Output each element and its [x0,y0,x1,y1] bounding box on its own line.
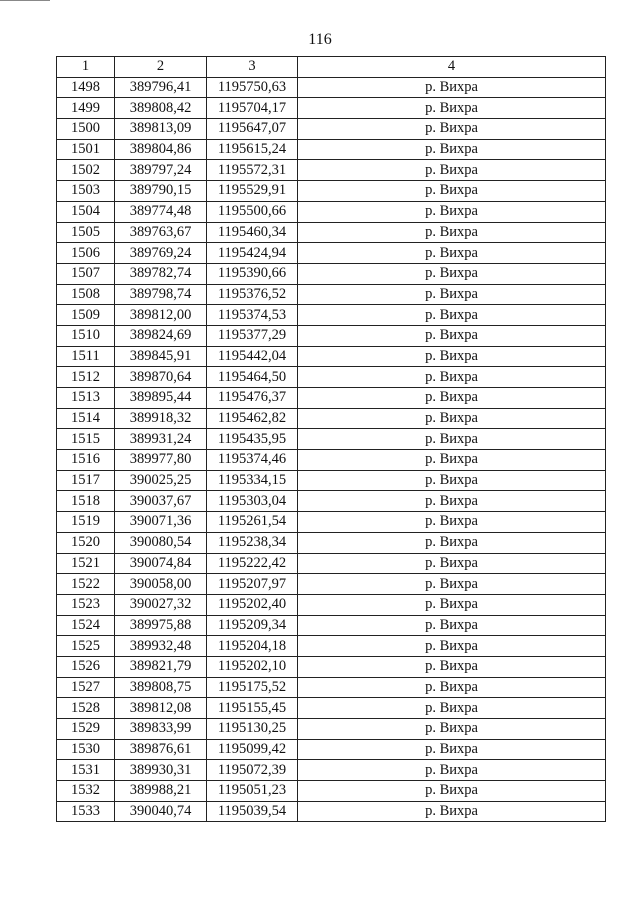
table-row [57,305,606,326]
x-coordinate-cell: 390025,25 [115,470,207,491]
column-header-3: 3 [207,57,298,78]
point-number-cell: 1532 [57,781,115,802]
point-number-cell: 1504 [57,201,115,222]
description-cell: р. Вихра [298,201,606,222]
y-coordinate-cell: 1195072,39 [207,760,298,781]
y-coordinate-cell: 1195303,04 [207,491,298,512]
column-header-2: 2 [115,57,207,78]
y-coordinate-cell: 1195500,66 [207,201,298,222]
table-row [57,532,606,553]
point-number-cell: 1502 [57,160,115,181]
description-cell: р. Вихра [298,491,606,512]
table-row [57,201,606,222]
description-cell: р. Вихра [298,470,606,491]
point-number-cell: 1527 [57,677,115,698]
description-cell: р. Вихра [298,532,606,553]
description-cell: р. Вихра [298,594,606,615]
y-coordinate-cell: 1195435,95 [207,429,298,450]
point-number-cell: 1518 [57,491,115,512]
x-coordinate-cell: 389812,08 [115,698,207,719]
x-coordinate-cell: 389774,48 [115,201,207,222]
table-body [57,77,606,822]
x-coordinate-cell: 390027,32 [115,594,207,615]
point-number-cell: 1525 [57,636,115,657]
y-coordinate-cell: 1195529,91 [207,181,298,202]
x-coordinate-cell: 389895,44 [115,388,207,409]
x-coordinate-cell: 389870,64 [115,367,207,388]
table-row [57,760,606,781]
description-cell: р. Вихра [298,263,606,284]
y-coordinate-cell: 1195476,37 [207,388,298,409]
point-number-cell: 1498 [57,77,115,98]
coordinates-table [56,56,606,822]
point-number-cell: 1514 [57,408,115,429]
x-coordinate-cell: 389808,42 [115,98,207,119]
description-cell: р. Вихра [298,77,606,98]
point-number-cell: 1501 [57,139,115,160]
x-coordinate-cell: 389975,88 [115,615,207,636]
description-cell: р. Вихра [298,408,606,429]
table-row [57,119,606,140]
y-coordinate-cell: 1195222,42 [207,553,298,574]
point-number-cell: 1520 [57,532,115,553]
description-cell: р. Вихра [298,429,606,450]
description-cell: р. Вихра [298,346,606,367]
point-number-cell: 1517 [57,470,115,491]
description-cell: р. Вихра [298,222,606,243]
table-row [57,346,606,367]
point-number-cell: 1524 [57,615,115,636]
description-cell: р. Вихра [298,160,606,181]
point-number-cell: 1509 [57,305,115,326]
y-coordinate-cell: 1195374,46 [207,450,298,471]
y-coordinate-cell: 1195261,54 [207,512,298,533]
description-cell: р. Вихра [298,512,606,533]
y-coordinate-cell: 1195374,53 [207,305,298,326]
point-number-cell: 1507 [57,263,115,284]
x-coordinate-cell: 389824,69 [115,325,207,346]
y-coordinate-cell: 1195155,45 [207,698,298,719]
table-row [57,139,606,160]
table-row [57,263,606,284]
description-cell: р. Вихра [298,760,606,781]
description-cell: р. Вихра [298,739,606,760]
x-coordinate-cell: 389931,24 [115,429,207,450]
point-number-cell: 1505 [57,222,115,243]
description-cell: р. Вихра [298,636,606,657]
x-coordinate-cell: 389845,91 [115,346,207,367]
x-coordinate-cell: 390074,84 [115,553,207,574]
x-coordinate-cell: 389796,41 [115,77,207,98]
point-number-cell: 1500 [57,119,115,140]
y-coordinate-cell: 1195204,18 [207,636,298,657]
table-row [57,77,606,98]
x-coordinate-cell: 389932,48 [115,636,207,657]
table-row [57,429,606,450]
table-row [57,160,606,181]
x-coordinate-cell: 389769,24 [115,243,207,264]
table-row [57,801,606,822]
description-cell: р. Вихра [298,801,606,822]
table-row [57,491,606,512]
y-coordinate-cell: 1195462,82 [207,408,298,429]
description-cell: р. Вихра [298,656,606,677]
table-row [57,615,606,636]
table-row [57,98,606,119]
y-coordinate-cell: 1195238,34 [207,532,298,553]
description-cell: р. Вихра [298,119,606,140]
point-number-cell: 1515 [57,429,115,450]
x-coordinate-cell: 389988,21 [115,781,207,802]
x-coordinate-cell: 389977,80 [115,450,207,471]
column-header-4: 4 [298,57,606,78]
x-coordinate-cell: 389782,74 [115,263,207,284]
y-coordinate-cell: 1195572,31 [207,160,298,181]
table-row [57,408,606,429]
table-row [57,719,606,740]
description-cell: р. Вихра [298,284,606,305]
point-number-cell: 1499 [57,98,115,119]
description-cell: р. Вихра [298,553,606,574]
y-coordinate-cell: 1195175,52 [207,677,298,698]
x-coordinate-cell: 389763,67 [115,222,207,243]
table-row [57,388,606,409]
description-cell: р. Вихра [298,781,606,802]
y-coordinate-cell: 1195460,34 [207,222,298,243]
x-coordinate-cell: 389918,32 [115,408,207,429]
table-row [57,284,606,305]
description-cell: р. Вихра [298,615,606,636]
point-number-cell: 1529 [57,719,115,740]
table-row [57,656,606,677]
x-coordinate-cell: 390071,36 [115,512,207,533]
x-coordinate-cell: 390080,54 [115,532,207,553]
x-coordinate-cell: 389790,15 [115,181,207,202]
y-coordinate-cell: 1195615,24 [207,139,298,160]
x-coordinate-cell: 389813,09 [115,119,207,140]
point-number-cell: 1519 [57,512,115,533]
description-cell: р. Вихра [298,367,606,388]
y-coordinate-cell: 1195377,29 [207,325,298,346]
point-number-cell: 1513 [57,388,115,409]
point-number-cell: 1508 [57,284,115,305]
y-coordinate-cell: 1195209,34 [207,615,298,636]
x-coordinate-cell: 390040,74 [115,801,207,822]
x-coordinate-cell: 389930,31 [115,760,207,781]
table-row [57,781,606,802]
y-coordinate-cell: 1195202,40 [207,594,298,615]
table-row [57,553,606,574]
table-row [57,739,606,760]
y-coordinate-cell: 1195207,97 [207,574,298,595]
y-coordinate-cell: 1195464,50 [207,367,298,388]
y-coordinate-cell: 1195130,25 [207,719,298,740]
table-row [57,450,606,471]
x-coordinate-cell: 389808,75 [115,677,207,698]
table-row [57,698,606,719]
point-number-cell: 1521 [57,553,115,574]
x-coordinate-cell: 389833,99 [115,719,207,740]
x-coordinate-cell: 389821,79 [115,656,207,677]
description-cell: р. Вихра [298,388,606,409]
table-row [57,243,606,264]
table-row [57,222,606,243]
description-cell: р. Вихра [298,139,606,160]
point-number-cell: 1531 [57,760,115,781]
y-coordinate-cell: 1195039,54 [207,801,298,822]
description-cell: р. Вихра [298,325,606,346]
point-number-cell: 1533 [57,801,115,822]
description-cell: р. Вихра [298,677,606,698]
point-number-cell: 1506 [57,243,115,264]
table-row [57,181,606,202]
point-number-cell: 1503 [57,181,115,202]
table-row [57,325,606,346]
y-coordinate-cell: 1195390,66 [207,263,298,284]
table-row [57,677,606,698]
point-number-cell: 1528 [57,698,115,719]
y-coordinate-cell: 1195442,04 [207,346,298,367]
table-row [57,512,606,533]
point-number-cell: 1511 [57,346,115,367]
table-row [57,594,606,615]
table-row [57,574,606,595]
table-header-row [57,57,606,78]
table-row [57,636,606,657]
point-number-cell: 1510 [57,325,115,346]
y-coordinate-cell: 1195704,17 [207,98,298,119]
y-coordinate-cell: 1195051,23 [207,781,298,802]
description-cell: р. Вихра [298,698,606,719]
column-header-1: 1 [57,57,115,78]
x-coordinate-cell: 389797,24 [115,160,207,181]
point-number-cell: 1516 [57,450,115,471]
point-number-cell: 1512 [57,367,115,388]
y-coordinate-cell: 1195202,10 [207,656,298,677]
description-cell: р. Вихра [298,243,606,264]
x-coordinate-cell: 389812,00 [115,305,207,326]
description-cell: р. Вихра [298,719,606,740]
y-coordinate-cell: 1195376,52 [207,284,298,305]
y-coordinate-cell: 1195334,15 [207,470,298,491]
x-coordinate-cell: 390058,00 [115,574,207,595]
point-number-cell: 1526 [57,656,115,677]
x-coordinate-cell: 389804,86 [115,139,207,160]
page-number: 116 [308,31,332,48]
scan-corner-mark [0,0,50,9]
point-number-cell: 1522 [57,574,115,595]
y-coordinate-cell: 1195750,63 [207,77,298,98]
description-cell: р. Вихра [298,305,606,326]
y-coordinate-cell: 1195647,07 [207,119,298,140]
description-cell: р. Вихра [298,98,606,119]
point-number-cell: 1530 [57,739,115,760]
description-cell: р. Вихра [298,574,606,595]
x-coordinate-cell: 389798,74 [115,284,207,305]
table-row [57,470,606,491]
y-coordinate-cell: 1195424,94 [207,243,298,264]
y-coordinate-cell: 1195099,42 [207,739,298,760]
description-cell: р. Вихра [298,181,606,202]
point-number-cell: 1523 [57,594,115,615]
x-coordinate-cell: 390037,67 [115,491,207,512]
table-row [57,367,606,388]
x-coordinate-cell: 389876,61 [115,739,207,760]
description-cell: р. Вихра [298,450,606,471]
